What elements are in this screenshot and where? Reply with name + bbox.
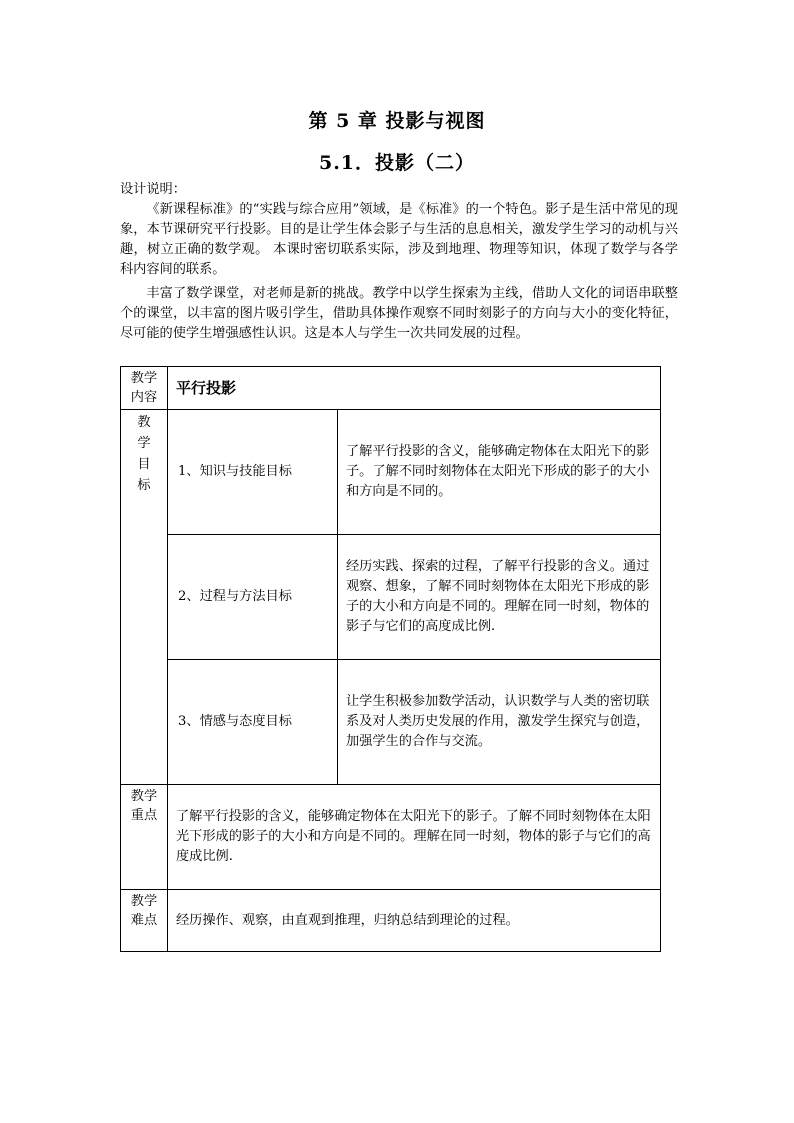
goal-text: 了解平行投影的含义，能够确定物体在太阳光下的影子。了解不同时刻物体在太阳光下形成的影子的大小和方向是不同的。 xyxy=(338,410,661,535)
key-label xyxy=(121,785,168,890)
content-label xyxy=(121,367,168,410)
difficulty-text: 经历操作、观察，由直观到推理，归纳总结到理论的过程。 xyxy=(168,890,661,952)
key-label-text: 教学重点 xyxy=(130,789,158,823)
difficulty-label xyxy=(121,890,168,952)
page-subtitle: 5.1．投影（二） xyxy=(318,152,476,174)
page-title: 第 5 章 投影与视图 xyxy=(308,110,486,132)
difficulty-label-text: 教学难点 xyxy=(130,894,158,928)
content-label-text: 教学内容 xyxy=(130,371,158,405)
goal-name: 1、知识与技能目标 xyxy=(168,410,338,535)
design-paragraph: 丰富了数学课堂，对老师是新的挑战。教学中以学生探索为主线，借助人文化的词语串联整个的课堂，以丰富的图片吸引学生，借助具体操作观察不同时刻影子的方向与大小的变化特征，尽可能的使学生增强感性认识。这是本人与学生一次共同发展的过程。 xyxy=(120,286,678,341)
goal-name: 3、情感与态度目标 xyxy=(168,660,338,785)
goal-name: 2、过程与方法目标 xyxy=(168,535,338,660)
key-text: 了解平行投影的含义，能够确定物体在太阳光下的影子。了解不同时刻物体在太阳光下形成的影子的大小和方向是不同的。理解在同一时刻，物体的影子与它们的高度成比例. xyxy=(168,785,661,890)
content-value: 平行投影 xyxy=(168,367,661,410)
goal-text: 经历实践、探索的过程，了解平行投影的含义。通过观察、想象，了解不同时刻物体在太阳光下形成的影子的大小和方向是不同的。理解在同一时刻，物体的影子与它们的高度成比例. xyxy=(338,535,661,660)
design-paragraph: 《新课程标准》的“实践与综合应用”领域，是《标准》的一个特色。影子是生活中常见的现象，本节课研究平行投影。目的是让学生体会影子与生活的息息相关，激发学生学习的动机与兴趣，树立正确的数学观。 本课时密切联系实际，涉及到地理、物理等知识，体现了数学与各学科内容间的联系。 xyxy=(120,202,678,277)
lesson-plan-table xyxy=(120,366,661,952)
design-label: 设计说明： xyxy=(120,182,186,197)
goals-label-text: 教学目标 xyxy=(137,415,151,493)
goals-label xyxy=(121,410,168,785)
goal-text: 让学生积极参加数学活动，认识数学与人类的密切联系及对人类历史发展的作用，激发学生探究与创造，加强学生的合作与交流。 xyxy=(338,660,661,785)
